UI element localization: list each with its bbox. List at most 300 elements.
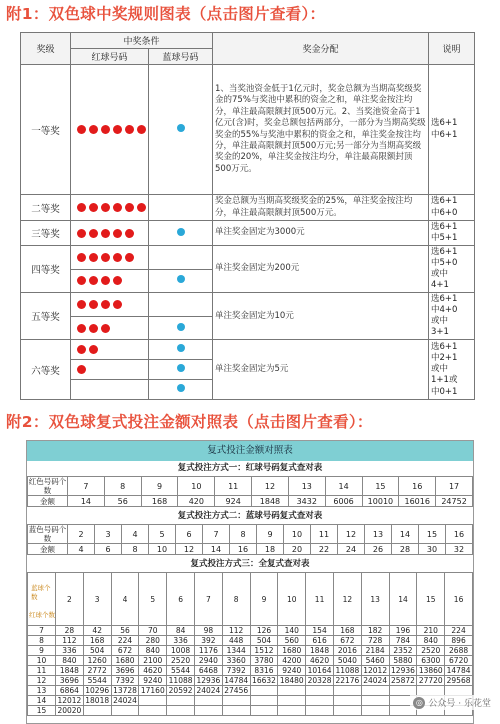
amount-cell: 336	[167, 636, 195, 646]
red-balls-cell	[71, 221, 149, 246]
red-amount-cell: 924	[215, 496, 252, 507]
red-ball-icon	[113, 253, 122, 262]
red-ball-icon	[101, 229, 110, 238]
red-count-row-header: 14	[28, 696, 56, 706]
blue-count-cell: 3	[95, 525, 122, 544]
red-count-cell: 14	[325, 477, 362, 496]
amount-cell	[194, 706, 222, 716]
prize-distribution: 单注奖金固定为10元	[213, 293, 429, 340]
amount-cell: 3696	[56, 676, 84, 686]
amount-cell: 6468	[194, 666, 222, 676]
blue-count-header: 16	[445, 573, 473, 626]
amount-cell: 6720	[445, 656, 473, 666]
blue-count-header: 11	[306, 573, 334, 626]
amount-cell: 3360	[222, 656, 250, 666]
prize-note: 选6+1 中6+1	[429, 65, 475, 195]
amount-cell: 1344	[222, 646, 250, 656]
amount-cell: 1848	[306, 646, 334, 656]
prize-distribution: 1、当奖池资金低于1亿元时，奖金总额为当期高奖级奖金的75%与奖池中累积的资金之和，单注奖金按注均分，单注最高限额封顶500万元。2、当奖池资金高于1亿元(含)时，奖金总额包括两部分，一部分为当期高奖级奖金的55%与奖池中累积的资金之和，单注奖金按注均分，单注最高限额封顶500万元;另一部分为当期高奖级奖金的20%，单注奖金按注均分，单注最高限额封顶500万元。	[213, 65, 429, 195]
amount-cell	[111, 706, 139, 716]
blue-count-cell: 6	[176, 525, 203, 544]
amount-cell: 27456	[224, 686, 249, 695]
table-row	[28, 636, 473, 646]
amount-cell: 20020	[57, 706, 82, 715]
amount-cell	[167, 706, 195, 716]
red-ball-icon	[101, 276, 110, 285]
blue-count-header: 7	[194, 573, 222, 626]
prize-level: 一等奖	[21, 65, 71, 195]
amount-cell: 14784	[446, 666, 471, 675]
blue-amount-cell: 14	[203, 544, 230, 555]
amount-cell: 5460	[361, 656, 389, 666]
red-ball-icon	[113, 125, 122, 134]
blue-count-header: 12	[333, 573, 361, 626]
amount-cell	[194, 696, 222, 706]
red-balls-cell	[71, 360, 149, 380]
amount-cell	[306, 706, 334, 716]
blue-ball-icon	[177, 228, 185, 236]
subtable2-title: 复式投注方式二：蓝球号码复式查对表	[177, 511, 323, 521]
red-ball-icon	[125, 229, 134, 238]
blue-count-header: 14	[389, 573, 417, 626]
red-ball-icon	[89, 203, 98, 212]
blue-count-header: 3	[83, 573, 111, 626]
red-amount-cell: 1848	[252, 496, 289, 507]
red-count-cell: 11	[215, 477, 252, 496]
col-dist-header: 奖金分配	[213, 33, 429, 65]
blue-count-header: 8	[222, 573, 250, 626]
red-count-row-header: 13	[28, 686, 56, 696]
amount-cell: 2100	[139, 656, 167, 666]
blue-count-cell: 7	[203, 525, 230, 544]
blue-count-header: 6	[167, 573, 195, 626]
blue-count-header: 2	[56, 573, 84, 626]
blue-amount-cell: 8	[122, 544, 149, 555]
amount-cell	[333, 696, 361, 706]
amount-cell: 70	[139, 626, 167, 636]
blue-count-header: 5	[139, 573, 167, 626]
red-count-row-header: 10	[28, 656, 56, 666]
red-ball-icon	[101, 125, 110, 134]
amount-cell	[250, 696, 278, 706]
red-count-cell: 10	[178, 477, 215, 496]
red-balls-cell	[71, 316, 149, 340]
red-amount-cell: 6006	[325, 496, 362, 507]
red-count-cell: 7	[68, 477, 105, 496]
amount-cell: 56	[111, 626, 139, 636]
blue-count-cell: 8	[230, 525, 257, 544]
amount-cell: 1848	[56, 666, 84, 676]
amount-cell: 18018	[85, 696, 110, 705]
amount-cell	[361, 706, 389, 716]
blue-count-header: 13	[361, 573, 389, 626]
amount-cell: 22176	[335, 676, 360, 685]
amount-cell: 672	[111, 646, 139, 656]
blue-balls-cell	[149, 316, 213, 340]
amount-cell	[250, 706, 278, 716]
corner-blue-label: 蓝球个数	[31, 584, 51, 601]
blue-ball-icon	[177, 384, 185, 392]
full-multi-table	[27, 572, 473, 716]
prize-level: 五等奖	[21, 293, 71, 340]
red-amount-cell: 14	[68, 496, 105, 507]
prize-rules-table	[20, 32, 475, 400]
prize-distribution: 单注奖金固定为3000元	[213, 221, 429, 246]
red-count-row-header: 8	[28, 636, 56, 646]
blue-count-header: 10	[278, 573, 306, 626]
amount-cell: 5040	[333, 656, 361, 666]
amount-cell	[417, 686, 445, 696]
red-count-cell: 12	[252, 477, 289, 496]
red-balls-cell	[71, 340, 149, 360]
prize-note: 选6+1 中5+1	[429, 221, 475, 246]
amount-cell: 84	[167, 626, 195, 636]
amount-cell: 12012	[57, 696, 82, 705]
amount-cell: 13728	[113, 686, 137, 695]
amount-cell: 24024	[363, 676, 388, 685]
red-balls-cell	[71, 246, 149, 270]
amount-cell: 154	[306, 626, 334, 636]
red-balls-cell	[71, 195, 149, 221]
red-count-cell: 17	[436, 477, 473, 496]
amount-cell: 2352	[389, 646, 417, 656]
red-amount-cell: 56	[104, 496, 141, 507]
col-condition-header: 中奖条件	[71, 33, 213, 49]
multi-table-title: 复式投注金额对照表	[27, 441, 473, 461]
amount-cell: 210	[417, 626, 445, 636]
red-count-row-header: 12	[28, 676, 56, 686]
red-ball-icon	[77, 300, 86, 309]
amount-cell: 2016	[333, 646, 361, 656]
amount-cell: 11088	[335, 666, 360, 675]
amount-cell: 98	[194, 626, 222, 636]
amount-cell: 504	[83, 646, 111, 656]
amount-cell: 12936	[196, 676, 221, 685]
blue-count-header: 4	[111, 573, 139, 626]
blue-count-header: 9	[250, 573, 278, 626]
red-count-cell: 8	[104, 477, 141, 496]
blue-count-cell: 14	[392, 525, 419, 544]
amount-cell: 840	[139, 646, 167, 656]
blue-balls-cell	[149, 293, 213, 317]
blue-ball-icon	[177, 124, 185, 132]
blue-count-cell: 10	[284, 525, 311, 544]
amount-cell: 2184	[361, 646, 389, 656]
heading-multi-chart: 附2：双色球复式投注金额对照表（点击图片查看）：	[6, 413, 373, 431]
amount-cell	[139, 706, 167, 716]
red-balls-cell	[71, 293, 149, 317]
prize-note: 选6+1 中2+1 或中 1+1或 中0+1	[429, 340, 475, 400]
amount-cell: 1680	[278, 646, 306, 656]
amount-cell	[361, 686, 389, 696]
red-count-row-header: 7	[28, 626, 56, 636]
amount-cell: 5880	[389, 656, 417, 666]
amount-cell	[83, 706, 111, 716]
amount-cell: 4620	[139, 666, 167, 676]
amount-cell: 13860	[418, 666, 443, 675]
amount-cell	[250, 686, 278, 696]
amount-cell: 9240	[139, 676, 167, 686]
blue-amount-cell: 6	[95, 544, 122, 555]
amount-cell: 224	[445, 626, 473, 636]
amount-cell: 12012	[363, 666, 388, 675]
blue-balls-cell	[149, 195, 213, 221]
blue-count-cell: 2	[68, 525, 95, 544]
red-ball-icon	[77, 345, 86, 354]
multi-bet-table	[26, 440, 474, 724]
red-count-row-header: 15	[28, 706, 56, 716]
red-ball-icon	[77, 253, 86, 262]
blue-amount-cell: 20	[284, 544, 311, 555]
table-row	[28, 676, 473, 686]
blue-amount-cell: 32	[446, 544, 473, 555]
amount-cell: 1176	[194, 646, 222, 656]
red-amount-label: 金额	[28, 496, 68, 507]
blue-count-cell: 9	[257, 525, 284, 544]
amount-cell: 17160	[140, 686, 165, 695]
red-ball-icon	[113, 300, 122, 309]
amount-cell: 784	[389, 636, 417, 646]
red-amount-cell: 3432	[288, 496, 325, 507]
red-count-label: 红色号码个数	[28, 477, 67, 495]
red-ball-icon	[101, 324, 110, 333]
col-note-header: 说明	[429, 33, 475, 65]
blue-ball-icon	[177, 275, 185, 283]
amount-cell: 10296	[85, 686, 110, 695]
amount-cell	[167, 696, 195, 706]
amount-cell: 126	[250, 626, 278, 636]
red-ball-icon	[125, 253, 134, 262]
blue-balls-cell	[149, 340, 213, 360]
blue-count-cell: 11	[311, 525, 338, 544]
red-ball-icon	[89, 345, 98, 354]
table-row	[28, 666, 473, 676]
blue-amount-cell: 16	[230, 544, 257, 555]
red-count-row-header: 11	[28, 666, 56, 676]
amount-cell	[139, 696, 167, 706]
amount-cell: 1680	[111, 656, 139, 666]
prize-level: 四等奖	[21, 246, 71, 293]
prize-note: 选6+1 中4+0 或中 3+1	[429, 293, 475, 340]
red-ball-icon	[77, 203, 86, 212]
prize-note: 选6+1 中6+0	[429, 195, 475, 221]
red-amount-cell: 168	[141, 496, 178, 507]
amount-cell: 1008	[167, 646, 195, 656]
amount-cell: 3780	[250, 656, 278, 666]
amount-cell: 168	[83, 636, 111, 646]
amount-cell: 18480	[279, 676, 304, 685]
amount-cell	[445, 686, 473, 696]
corner-red-label: 红球个数	[29, 611, 55, 619]
amount-cell: 12936	[391, 666, 415, 675]
red-ball-icon	[77, 365, 86, 374]
col-blue-header: 蓝球号码	[149, 49, 213, 65]
table-row	[28, 686, 473, 696]
amount-cell: 504	[250, 636, 278, 646]
amount-cell: 28	[56, 626, 84, 636]
table-row	[28, 696, 473, 706]
amount-cell: 27720	[418, 676, 443, 685]
amount-cell: 14784	[224, 676, 249, 685]
prize-level: 六等奖	[21, 340, 71, 400]
prize-note: 选6+1 中5+0 或中 4+1	[429, 246, 475, 293]
blue-amount-cell: 10	[149, 544, 176, 555]
blue-count-cell: 15	[419, 525, 446, 544]
red-count-cell: 15	[362, 477, 399, 496]
amount-cell: 1260	[83, 656, 111, 666]
red-ball-icon	[113, 203, 122, 212]
amount-cell: 9240	[278, 666, 306, 676]
red-balls-cell	[71, 380, 149, 400]
table-row	[28, 646, 473, 656]
prize-level: 二等奖	[21, 195, 71, 221]
amount-cell: 24024	[113, 696, 137, 705]
table-row	[28, 626, 473, 636]
red-ball-icon	[77, 229, 86, 238]
amount-cell: 25872	[391, 676, 415, 685]
amount-cell: 112	[222, 626, 250, 636]
red-ball-icon	[89, 229, 98, 238]
blue-ball-icon	[177, 323, 185, 331]
blue-balls-cell	[149, 221, 213, 246]
amount-cell: 8316	[250, 666, 278, 676]
col-level-header: 奖级	[21, 33, 71, 65]
red-ball-icon	[137, 125, 146, 134]
amount-cell: 182	[361, 626, 389, 636]
red-count-cell: 9	[141, 477, 178, 496]
amount-cell	[361, 696, 389, 706]
amount-cell: 196	[389, 626, 417, 636]
red-ball-icon	[89, 300, 98, 309]
red-count-cell: 16	[399, 477, 436, 496]
amount-cell: 168	[333, 626, 361, 636]
amount-cell: 896	[445, 636, 473, 646]
red-balls-cell	[71, 65, 149, 195]
blue-count-header: 15	[417, 573, 445, 626]
blue-amount-cell: 28	[392, 544, 419, 555]
amount-cell: 112	[56, 636, 84, 646]
blue-count-cell: 16	[446, 525, 473, 544]
red-amount-cell: 16016	[399, 496, 436, 507]
amount-cell	[306, 696, 334, 706]
amount-cell: 24024	[196, 686, 221, 695]
amount-cell: 6300	[417, 656, 445, 666]
subtable1-title: 复式投注方式一：红球号码复式查对表	[177, 463, 323, 473]
amount-cell: 4620	[306, 656, 334, 666]
red-amount-cell: 10010	[362, 496, 399, 507]
blue-amount-cell: 22	[311, 544, 338, 555]
corner-cell	[28, 573, 56, 626]
amount-cell: 20328	[307, 676, 332, 685]
amount-cell: 2520	[417, 646, 445, 656]
red-multi-table	[27, 476, 473, 507]
amount-cell: 840	[56, 656, 84, 666]
blue-ball-icon	[177, 344, 185, 352]
heading-rules-chart: 附1：双色球中奖规则图表（点击图片查看）：	[6, 5, 326, 23]
amount-cell: 7392	[222, 666, 250, 676]
blue-amount-cell: 4	[68, 544, 95, 555]
amount-cell: 1512	[250, 646, 278, 656]
red-ball-icon	[77, 324, 86, 333]
amount-cell	[222, 706, 250, 716]
red-ball-icon	[89, 324, 98, 333]
red-count-row-header: 9	[28, 646, 56, 656]
amount-cell: 224	[111, 636, 139, 646]
amount-cell: 2940	[194, 656, 222, 666]
amount-cell	[333, 706, 361, 716]
red-ball-icon	[77, 276, 86, 285]
amount-cell	[278, 696, 306, 706]
amount-cell	[333, 686, 361, 696]
amount-cell: 3696	[111, 666, 139, 676]
blue-amount-cell: 26	[365, 544, 392, 555]
blue-balls-cell	[149, 269, 213, 293]
blue-count-cell: 4	[122, 525, 149, 544]
col-red-header: 红球号码	[71, 49, 149, 65]
amount-cell: 560	[278, 636, 306, 646]
amount-cell: 672	[333, 636, 361, 646]
amount-cell	[389, 686, 417, 696]
red-ball-icon	[113, 276, 122, 285]
red-ball-icon	[137, 203, 146, 212]
amount-cell: 4200	[278, 656, 306, 666]
amount-cell: 6864	[56, 686, 84, 696]
blue-balls-cell	[149, 360, 213, 380]
blue-amount-cell: 24	[338, 544, 365, 555]
amount-cell: 392	[194, 636, 222, 646]
red-ball-icon	[77, 125, 86, 134]
prize-level: 三等奖	[21, 221, 71, 246]
blue-count-cell: 12	[338, 525, 365, 544]
amount-cell: 16632	[252, 676, 276, 685]
blue-balls-cell	[149, 380, 213, 400]
amount-cell: 5544	[83, 676, 111, 686]
blue-balls-cell	[149, 246, 213, 270]
blue-amount-label: 金额	[28, 544, 68, 555]
amount-cell: 2688	[445, 646, 473, 656]
table-row	[28, 656, 473, 666]
red-ball-icon	[89, 253, 98, 262]
amount-cell: 280	[139, 636, 167, 646]
red-balls-cell	[71, 269, 149, 293]
amount-cell: 2772	[83, 666, 111, 676]
wechat-icon: ◎	[413, 697, 425, 709]
amount-cell: 616	[306, 636, 334, 646]
red-ball-icon	[89, 276, 98, 285]
watermark: ◎ 公众号 · 乐花堂	[410, 695, 494, 710]
prize-distribution: 单注奖金固定为200元	[213, 246, 429, 293]
amount-cell: 2520	[167, 656, 195, 666]
amount-cell	[222, 696, 250, 706]
blue-count-cell: 13	[365, 525, 392, 544]
red-ball-icon	[125, 125, 134, 134]
amount-cell: 29568	[446, 676, 471, 685]
red-amount-cell: 420	[178, 496, 215, 507]
blue-amount-cell: 12	[176, 544, 203, 555]
red-count-cell: 13	[288, 477, 325, 496]
red-ball-icon	[101, 253, 110, 262]
amount-cell	[278, 706, 306, 716]
blue-count-cell: 5	[149, 525, 176, 544]
amount-cell: 42	[83, 626, 111, 636]
prize-distribution: 单注奖金固定为5元	[213, 340, 429, 400]
amount-cell: 7392	[111, 676, 139, 686]
blue-multi-table	[27, 524, 473, 555]
amount-cell: 11088	[168, 676, 193, 685]
blue-ball-icon	[177, 364, 185, 372]
blue-amount-cell: 30	[419, 544, 446, 555]
red-ball-icon	[101, 203, 110, 212]
